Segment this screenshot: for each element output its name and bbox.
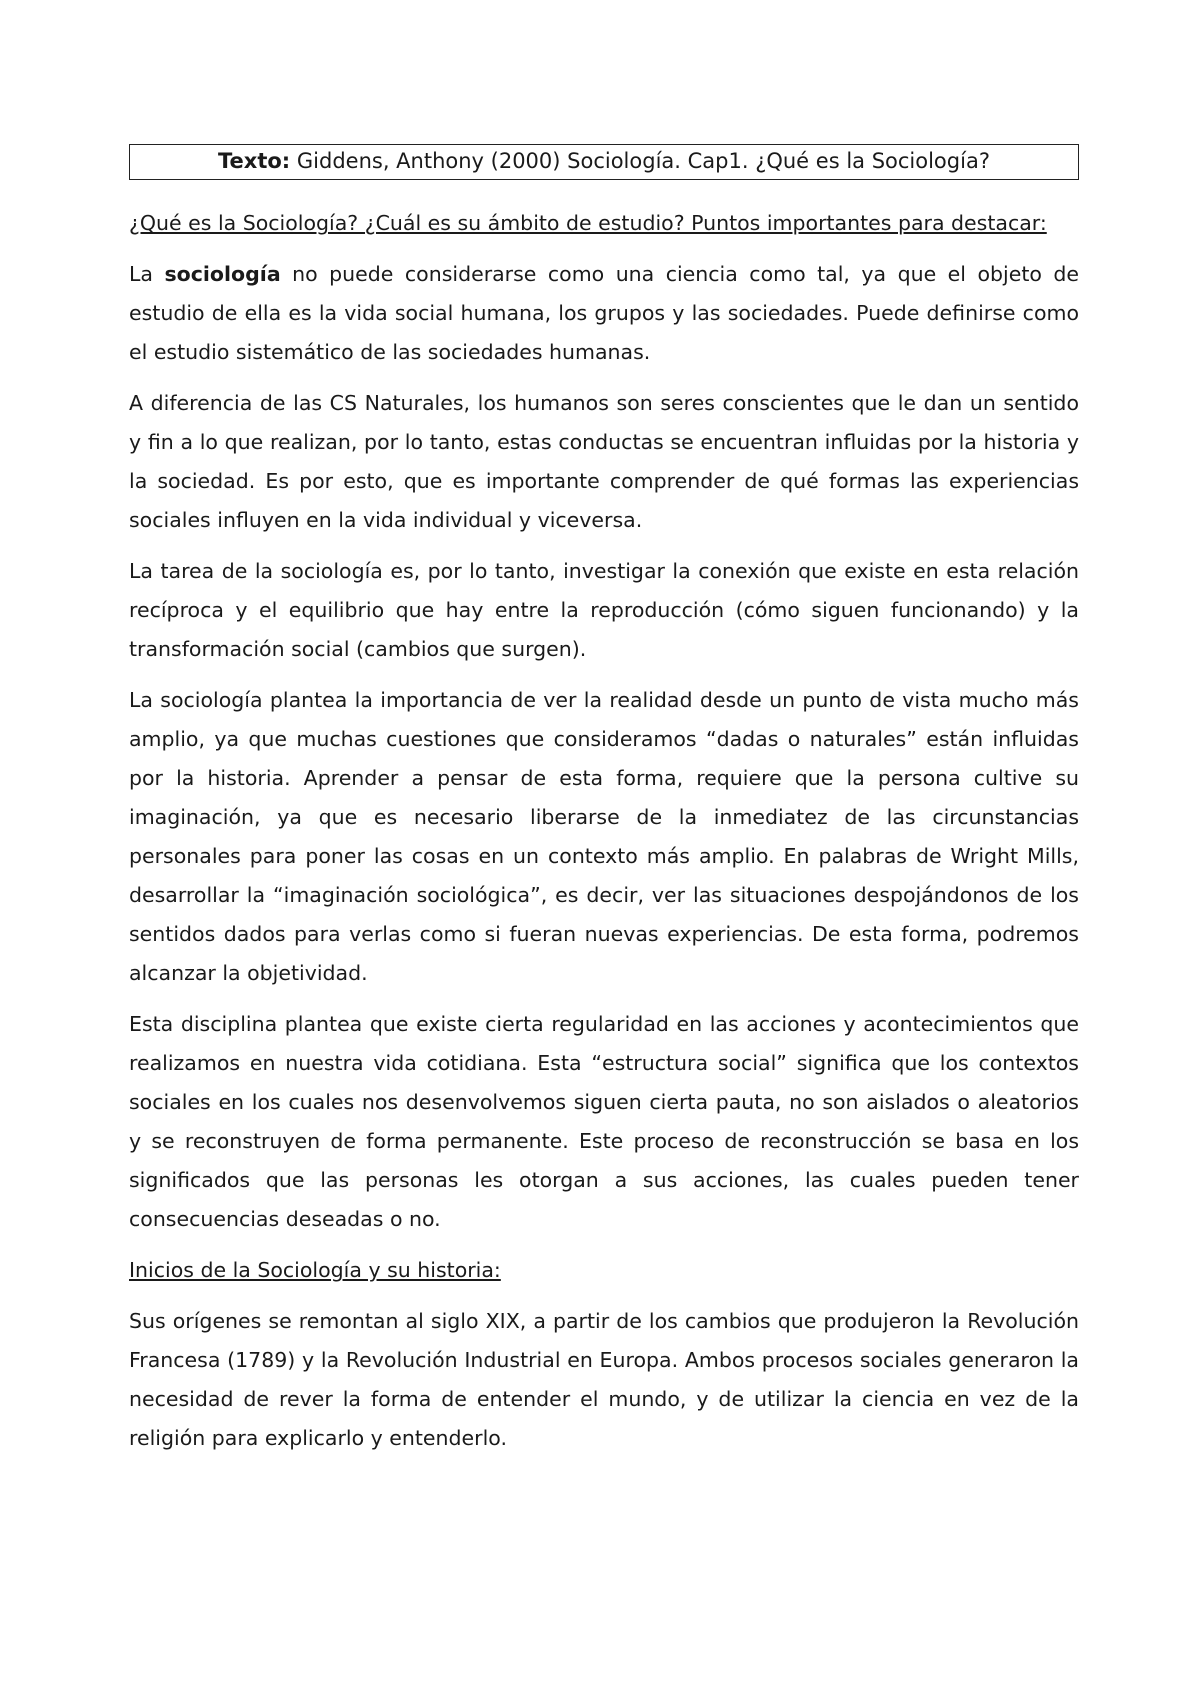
section-heading-what-is-sociology: ¿Qué es la Sociología? ¿Cuál es su ámbito de estudio? Puntos importantes para destacar: — [129, 211, 1047, 236]
title-label: Texto: — [218, 149, 291, 173]
paragraph-imagination: La sociología plantea la importancia de ver la realidad desde un punto de vista mucho más amplio, ya que muchas cuestiones que consideramos “dadas o naturales” están influidas por la historia. Aprender a pensar de esta forma, requiere que la persona cultive su imaginación, ya que es necesario liberarse de la inmediatez de las circunstancias personales para poner las cosas en un contexto más amplio. En palabras de Wright Mills, desarrollar la “imaginación sociológica”, es decir, ver las situaciones despojándonos de los sentidos dados para verlas como si fueran nuevas experiencias. De esta forma, podremos alcanzar la objetividad. — [129, 688, 1079, 986]
paragraph-social-structure: Esta disciplina plantea que existe cierta regularidad en las acciones y acontecimientos que realizamos en nuestra vida cotidiana. Esta “estructura social” significa que los contextos sociales en los cuales nos desenvolvemos siguen cierta pauta, no son aislados o aleatorios y se reconstruyen de forma permanente. Este proceso de reconstrucción se basa en los significados que las personas les otorgan a sus acciones, las cuales pueden tener consecuencias deseadas o no. — [129, 1012, 1079, 1232]
document-title-box — [129, 144, 1079, 180]
section-heading-origins: Inicios de la Sociología y su historia: — [129, 1258, 501, 1283]
paragraph-natural-sciences: A diferencia de las CS Naturales, los humanos son seres conscientes que le dan un sentido y fin a lo que realizan, por lo tanto, estas conductas se encuentran influidas por la historia y la sociedad. Es por esto, que es importante comprender de qué formas las experiencias sociales influyen en la vida individual y viceversa. — [129, 391, 1079, 533]
paragraph-definition-pre: La — [129, 262, 165, 287]
term-sociologia: sociología — [164, 262, 281, 287]
paragraph-definition-post: no puede considerarse como una ciencia como tal, ya que el objeto de estudio de ella es la vida social humana, los grupos y las sociedades. Puede definirse como el estudio sistemático de las sociedades humanas. — [129, 262, 1079, 365]
document-page — [129, 144, 1079, 1470]
title-text: Giddens, Anthony (2000) Sociología. Cap1. ¿Qué es la Sociología? — [290, 149, 990, 173]
paragraph-definition — [129, 255, 1079, 372]
paragraph-task: La tarea de la sociología es, por lo tanto, investigar la conexión que existe en esta relación recíproca y el equilibrio que hay entre la reproducción (cómo siguen funcionando) y la transformación social (cambios que surgen). — [129, 559, 1079, 662]
paragraph-origins: Sus orígenes se remontan al siglo XIX, a partir de los cambios que produjeron la Revolución Francesa (1789) y la Revolución Industrial en Europa. Ambos procesos sociales generaron la necesidad de rever la forma de entender el mundo, y de utilizar la ciencia en vez de la religión para explicarlo y entenderlo. — [129, 1309, 1079, 1451]
